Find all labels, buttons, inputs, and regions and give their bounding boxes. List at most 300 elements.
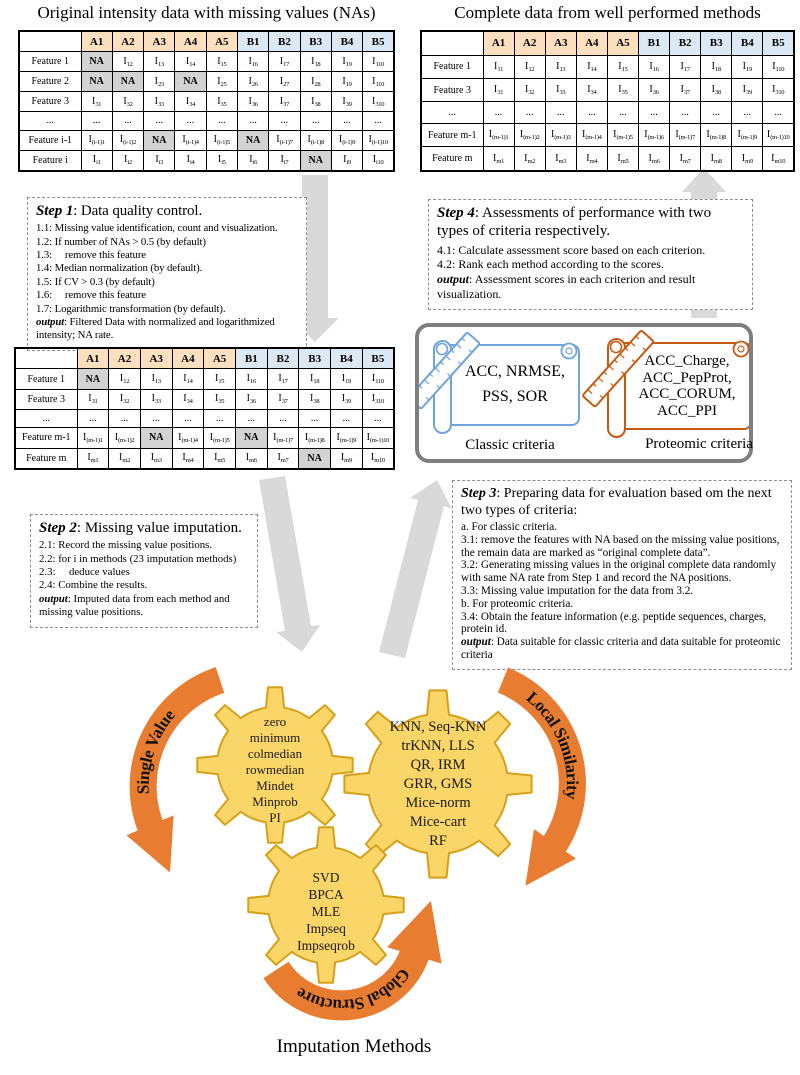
row-header: Feature m: [15, 448, 77, 469]
table-cell: ...: [607, 102, 638, 124]
method-name: Impseqrob: [297, 938, 355, 953]
column-header: A5: [607, 31, 638, 55]
method-name: Impseq: [306, 921, 346, 936]
table-cell: $I_{(m-1)7}$: [267, 428, 299, 448]
table-cell: $I_{19}$: [331, 369, 363, 389]
column-header: A4: [576, 31, 607, 55]
table-cell: $I_{31}$: [483, 79, 514, 102]
column-header: B4: [331, 31, 362, 52]
step4-box: [428, 199, 753, 310]
row-header: Feature m-1: [421, 123, 483, 146]
step4-title-prefix: Step 4: [437, 205, 475, 221]
table-cell: $I_{32}$: [514, 79, 545, 102]
method-name: zero: [263, 714, 287, 729]
table-cell: $I_{m3}$: [545, 147, 576, 171]
method-name: RF: [429, 833, 447, 849]
table-cell: $I_{12}$: [112, 52, 143, 72]
flow-arrow-filtered-to-methods: [259, 476, 320, 652]
column-header: B4: [331, 348, 363, 369]
table-cell: $I_{13}$: [144, 52, 175, 72]
step2-box: [30, 514, 258, 628]
table-cell: ...: [112, 112, 143, 130]
table-cell: $I_{38}$: [300, 92, 331, 112]
table-cell: $I_{15}$: [206, 52, 237, 72]
table-cell: $I_{110}$: [363, 52, 394, 72]
table-cell: $I_{32}$: [112, 92, 143, 112]
row-header: Feature i: [19, 150, 81, 171]
table-cell: $I_{(i-1)9}$: [331, 130, 362, 150]
step2-title: [39, 519, 249, 537]
table-cell: ...: [237, 112, 268, 130]
column-header: B5: [362, 348, 394, 369]
table-cell: $I_{38}$: [299, 389, 331, 409]
table-cell: $I_{13}$: [140, 369, 172, 389]
step1-title-text: : Data quality control.: [73, 203, 203, 219]
step1-lines: [36, 222, 298, 316]
column-header: [15, 348, 77, 369]
table-cell: $I_{(m-1)10}$: [763, 123, 794, 146]
table-cell: NA: [112, 72, 143, 92]
step-line: 2.3: deduce values: [39, 566, 130, 579]
table-cell: $I_{(i-1)7}$: [269, 130, 300, 150]
table-cell: $I_{(m-1)6}$: [638, 123, 669, 146]
column-header: B2: [269, 31, 300, 52]
column-header: A4: [172, 348, 204, 369]
column-header: A3: [140, 348, 172, 369]
table-cell: ...: [763, 102, 794, 124]
table-cell: $I_{m5}$: [204, 448, 236, 469]
table-cell: $I_{i6}$: [237, 150, 268, 171]
table-cell: $I_{310}$: [763, 79, 794, 102]
table-cell: ...: [81, 112, 112, 130]
table-cell: $I_{35}$: [204, 389, 236, 409]
imputation-methods-graphic: [0, 650, 800, 1075]
proteomic-criteria-line: ACC_PPI: [656, 402, 718, 419]
table-cell: $I_{11}$: [483, 55, 514, 78]
table-cell: $I_{(m-1)4}$: [576, 123, 607, 146]
table-cell: $I_{(m-1)8}$: [299, 428, 331, 448]
table-cell: $I_{i5}$: [206, 150, 237, 171]
table-cell: $I_{19}$: [732, 55, 763, 78]
table-cell: ...: [363, 112, 394, 130]
step-line: 1.7: Logarithmic transformation (by default).: [36, 302, 226, 315]
step-line: 4.1: Calculate assessment score based on each criterion.: [437, 242, 706, 257]
column-header: B3: [300, 31, 331, 52]
table-cell: $I_{18}$: [299, 369, 331, 389]
column-header: B4: [732, 31, 763, 55]
table-cell: $I_{35}$: [206, 92, 237, 112]
table-cell: ...: [204, 409, 236, 428]
table-cell: ...: [331, 409, 363, 428]
table-cell: NA: [140, 428, 172, 448]
table-cell: $I_{17}$: [267, 369, 299, 389]
table-cell: $I_{110}$: [362, 369, 394, 389]
table-cell: $I_{(i-1)5}$: [206, 130, 237, 150]
method-name: Minprob: [252, 794, 298, 809]
step3-lines: [461, 521, 783, 636]
table-cell: $I_{(i-1)1}$: [81, 130, 112, 150]
column-header: A5: [206, 31, 237, 52]
table-cell: $I_{37}$: [269, 92, 300, 112]
table-cell: ...: [267, 409, 299, 428]
table-cell: $I_{m6}$: [235, 448, 267, 469]
step2-output-label: output: [39, 592, 68, 605]
step-line: 1.1: Missing value identification, count and visualization.: [36, 222, 278, 235]
table-cell: ...: [77, 409, 109, 428]
step-line: 1.4: Median normalization (by default).: [36, 262, 203, 275]
table-cell: $I_{15}$: [607, 55, 638, 78]
step1-title: [36, 202, 298, 220]
table-cell: $I_{(m-1)2}$: [514, 123, 545, 146]
step-line: 3.3: Missing value imputation for the data from 3.2.: [461, 584, 694, 597]
table-cell: $I_{m1}$: [483, 147, 514, 171]
table-cell: $I_{(m-1)3}$: [545, 123, 576, 146]
table-cell: ...: [362, 409, 394, 428]
row-header: ...: [15, 409, 77, 428]
table-cell: $I_{(m-1)5}$: [204, 428, 236, 448]
single-value-label: Single Value: [133, 705, 179, 795]
row-header: ...: [19, 112, 81, 130]
step2-output-text: : Imputed data from each method and missing value positions.: [39, 592, 233, 619]
step2-output: [39, 593, 249, 620]
method-name: colmedian: [247, 746, 303, 761]
table-cell: NA: [237, 130, 268, 150]
original-data-table: [18, 30, 395, 172]
step-line: 4.2: Rank each method according to the scores.: [437, 257, 664, 272]
row-header: Feature 2: [19, 72, 81, 92]
table-cell: $I_{31}$: [77, 389, 109, 409]
column-header: B3: [299, 348, 331, 369]
method-name: Mice-cart: [409, 814, 467, 830]
row-header: Feature 1: [15, 369, 77, 389]
table-cell: $I_{17}$: [269, 52, 300, 72]
table-cell: $I_{(i-1)2}$: [112, 130, 143, 150]
classic-criteria-line: PSS, SOR: [482, 388, 548, 405]
table-cell: $I_{39}$: [331, 389, 363, 409]
table-cell: ...: [300, 112, 331, 130]
table-cell: NA: [300, 150, 331, 171]
step-line: b. For proteomic criteria.: [461, 597, 574, 610]
table-cell: ...: [299, 409, 331, 428]
table-cell: ...: [172, 409, 204, 428]
table-cell: $I_{37}$: [670, 79, 701, 102]
table-cell: $I_{110}$: [763, 55, 794, 78]
column-header: A2: [109, 348, 141, 369]
table-cell: $I_{m2}$: [514, 147, 545, 171]
method-name: PI: [269, 810, 281, 825]
step2-title-text: : Missing value imputation.: [76, 520, 242, 536]
table-cell: $I_{m1}$: [77, 448, 109, 469]
step3-title: [461, 485, 783, 519]
table-cell: $I_{(i-1)10}$: [363, 130, 394, 150]
table-cell: $I_{35}$: [607, 79, 638, 102]
step-line: a. For classic criteria.: [461, 521, 557, 534]
row-header: Feature 1: [19, 52, 81, 72]
column-header: A3: [144, 31, 175, 52]
table-cell: $I_{m3}$: [140, 448, 172, 469]
table-cell: $I_{19}$: [331, 52, 362, 72]
table-cell: ...: [670, 102, 701, 124]
proteomic-criteria-list: [627, 353, 747, 419]
column-header: B3: [701, 31, 732, 55]
column-header: A2: [112, 31, 143, 52]
table-cell: ...: [109, 409, 141, 428]
step3-title-prefix: Step 3: [461, 486, 497, 501]
table-cell: $I_{(m-1)9}$: [732, 123, 763, 146]
column-header: B1: [235, 348, 267, 369]
table-cell: $I_{310}$: [363, 92, 394, 112]
row-header: Feature i-1: [19, 130, 81, 150]
column-header: B5: [363, 31, 394, 52]
table-cell: $I_{36}$: [235, 389, 267, 409]
column-header: B2: [670, 31, 701, 55]
table-cell: $I_{12}$: [514, 55, 545, 78]
table-cell: $I_{18}$: [300, 52, 331, 72]
table-cell: $I_{15}$: [204, 369, 236, 389]
step-line: 3.1: remove the features with NA based on the missing value positions, the remain data are marked as “original complete data”.: [461, 533, 783, 559]
table-cell: ...: [144, 112, 175, 130]
step4-output-label: output: [437, 272, 470, 287]
table-cell: $I_{m7}$: [267, 448, 299, 469]
method-name: trKNN, LLS: [401, 738, 475, 754]
step-line: 1.3: remove this feature: [36, 249, 146, 262]
row-header: Feature m-1: [15, 428, 77, 448]
proteomic-criteria-line: ACC_PepProt,: [642, 369, 732, 386]
table-cell: ...: [483, 102, 514, 124]
row-header: Feature 3: [15, 389, 77, 409]
table-cell: $I_{34}$: [576, 79, 607, 102]
complete-data-table: [420, 30, 795, 172]
column-header: A3: [545, 31, 576, 55]
method-name: GRR, GMS: [403, 776, 473, 792]
table-cell: $I_{25}$: [206, 72, 237, 92]
row-header: Feature m: [421, 147, 483, 171]
table-cell: $I_{34}$: [175, 92, 206, 112]
step2-title-prefix: Step 2: [39, 520, 77, 536]
column-header: B5: [763, 31, 794, 55]
table-cell: $I_{36}$: [237, 92, 268, 112]
column-header: B1: [638, 31, 669, 55]
method-name: Mice-norm: [405, 795, 471, 811]
table-cell: $I_{i7}$: [269, 150, 300, 171]
table-cell: $I_{27}$: [269, 72, 300, 92]
table-cell: ...: [140, 409, 172, 428]
step-line: 1.2: If number of NAs > 0.5 (by default): [36, 235, 206, 248]
table-cell: NA: [175, 72, 206, 92]
table-cell: $I_{33}$: [140, 389, 172, 409]
table-cell: $I_{m10}$: [362, 448, 394, 469]
column-header: B1: [237, 31, 268, 52]
method-name: MLE: [311, 904, 341, 919]
step3-output-text: : Data suitable for classic criteria and data suitable for proteomic criteria: [461, 636, 784, 661]
data-table: [14, 347, 395, 470]
table-cell: $I_{37}$: [267, 389, 299, 409]
table-cell: $I_{m8}$: [701, 147, 732, 171]
proteomic-criteria-line: ACC_Charge,: [644, 353, 730, 369]
flow-arrow-methods-to-step3: [379, 480, 452, 658]
table-cell: $I_{(i-1)8}$: [300, 130, 331, 150]
table-cell: $I_{39}$: [331, 92, 362, 112]
table-cell: $I_{19}$: [331, 72, 362, 92]
table-cell: $I_{m5}$: [607, 147, 638, 171]
global-structure-label: Global Structure: [292, 964, 414, 1016]
table-cell: $I_{(m-1)2}$: [109, 428, 141, 448]
step-line: 1.5: If CV > 0.3 (by default): [36, 275, 155, 288]
table-cell: $I_{(m-1)1}$: [77, 428, 109, 448]
column-header: A1: [81, 31, 112, 52]
table-cell: $I_{34}$: [172, 389, 204, 409]
step1-output-text: : Filtered Data with normalized and logarithmized intensity; NA rate.: [36, 315, 278, 342]
step1-title-prefix: Step 1: [36, 203, 74, 219]
table-cell: NA: [299, 448, 331, 469]
table-cell: $I_{32}$: [109, 389, 141, 409]
table-cell: ...: [235, 409, 267, 428]
table-cell: $I_{16}$: [235, 369, 267, 389]
step4-output-text: : Assessment scores in each criterion and result visualization.: [437, 272, 699, 302]
table-cell: $I_{(m-1)5}$: [607, 123, 638, 146]
classic-criteria-line: ACC, NRMSE,: [464, 363, 566, 380]
imputation-methods-caption: Imputation Methods: [276, 1036, 432, 1057]
local-similarity-label: Local Similarity: [522, 687, 582, 801]
column-header: A1: [77, 348, 109, 369]
table-cell: $I_{m4}$: [576, 147, 607, 171]
step-line: 2.1: Record the missing value positions.: [39, 539, 213, 552]
table-cell: $I_{17}$: [670, 55, 701, 78]
data-table: [18, 30, 395, 172]
table-cell: NA: [144, 130, 175, 150]
table-cell: $I_{m7}$: [670, 147, 701, 171]
step4-title-text: : Assessments of performance with two types of criteria respectively.: [437, 205, 712, 240]
table-cell: $I_{(m-1)10}$: [362, 428, 394, 448]
table-cell: $I_{(m-1)7}$: [670, 123, 701, 146]
table-cell: ...: [638, 102, 669, 124]
classic-criteria-label: Classic criteria: [465, 437, 555, 453]
step4-output: [437, 272, 744, 302]
table-cell: $I_{110}$: [363, 72, 394, 92]
table-cell: $I_{16}$: [638, 55, 669, 78]
method-name: rowmedian: [245, 762, 305, 777]
table-cell: $I_{i10}$: [363, 150, 394, 171]
table-cell: ...: [269, 112, 300, 130]
table-cell: $I_{36}$: [638, 79, 669, 102]
table-cell: NA: [235, 428, 267, 448]
filtered-data-table: [14, 347, 395, 470]
method-name: SVD: [312, 870, 340, 885]
step1-output: [36, 316, 298, 343]
table-cell: $I_{m9}$: [331, 448, 363, 469]
column-header: A2: [514, 31, 545, 55]
table-cell: $I_{m9}$: [732, 147, 763, 171]
table-cell: ...: [206, 112, 237, 130]
table-cell: NA: [77, 369, 109, 389]
table-cell: $I_{i9}$: [331, 150, 362, 171]
method-name: BPCA: [308, 887, 344, 902]
row-header: Feature 1: [421, 55, 483, 78]
column-header: [19, 31, 81, 52]
step-line: 3.4: Obtain the feature information (e.g. peptide sequences, charges, protein id.: [461, 610, 769, 636]
table-cell: $I_{m2}$: [109, 448, 141, 469]
table-cell: $I_{(m-1)8}$: [701, 123, 732, 146]
table-cell: $I_{(m-1)4}$: [172, 428, 204, 448]
method-name: KNN, Seq-KNN: [389, 719, 487, 735]
table-cell: $I_{23}$: [144, 72, 175, 92]
table-cell: $I_{(m-1)1}$: [483, 123, 514, 146]
column-header: A5: [204, 348, 236, 369]
table-cell: ...: [701, 102, 732, 124]
column-header: [421, 31, 483, 55]
step1-output-label: output: [36, 315, 65, 328]
method-name: minimum: [249, 730, 301, 745]
table-cell: $I_{(m-1)9}$: [331, 428, 363, 448]
table-cell: $I_{18}$: [701, 55, 732, 78]
table-cell: $I_{12}$: [109, 369, 141, 389]
criteria-panel: [415, 323, 753, 463]
method-name: Mindet: [256, 778, 294, 793]
row-header: ...: [421, 102, 483, 124]
table-cell: $I_{14}$: [175, 52, 206, 72]
table-cell: $I_{m4}$: [172, 448, 204, 469]
row-header: Feature 3: [19, 92, 81, 112]
table-cell: ...: [576, 102, 607, 124]
table-cell: $I_{310}$: [362, 389, 394, 409]
table-cell: $I_{16}$: [237, 52, 268, 72]
step3-title-text: : Preparing data for evaluation based om the next two types of criteria:: [461, 486, 772, 519]
table-cell: $I_{i1}$: [81, 150, 112, 171]
data-table: [420, 30, 795, 172]
table-cell: ...: [331, 112, 362, 130]
step2-lines: [39, 539, 249, 593]
table-cell: $I_{14}$: [576, 55, 607, 78]
table-cell: ...: [732, 102, 763, 124]
proteomic-criteria-label: Proteomic criteria: [645, 436, 753, 452]
table-cell: $I_{26}$: [237, 72, 268, 92]
table-cell: $I_{m10}$: [763, 147, 794, 171]
proteomic-criteria-line: ACC_CORUM,: [638, 386, 736, 402]
step-line: 1.6: remove this feature: [36, 289, 146, 302]
step4-title: [437, 204, 744, 241]
step-line: 2.4: Combine the results.: [39, 579, 148, 592]
table-cell: $I_{14}$: [172, 369, 204, 389]
table-cell: $I_{28}$: [300, 72, 331, 92]
table-cell: $I_{38}$: [701, 79, 732, 102]
table-cell: $I_{m6}$: [638, 147, 669, 171]
step3-box: [452, 480, 792, 670]
single-value-methods: [246, 714, 305, 825]
step3-output-label: output: [461, 636, 491, 649]
table-cell: $I_{13}$: [545, 55, 576, 78]
complete-table-title: Complete data from well performed methods: [454, 3, 761, 22]
table-cell: $I_{39}$: [732, 79, 763, 102]
table-cell: NA: [81, 72, 112, 92]
step-line: 2.2: for i in methods (23 imputation methods): [39, 552, 237, 565]
column-header: B2: [267, 348, 299, 369]
table-cell: ...: [514, 102, 545, 124]
step1-box: [27, 197, 307, 351]
step4-lines: [437, 243, 744, 273]
column-header: A1: [483, 31, 514, 55]
classic-criteria-list: [451, 359, 579, 409]
step-line: 3.2: Generating missing values in the original complete data randomly with same NA rate from Step 1 and record the NA positions.: [461, 559, 779, 585]
table-cell: ...: [545, 102, 576, 124]
table-cell: $I_{i3}$: [144, 150, 175, 171]
table-cell: $I_{i2}$: [112, 150, 143, 171]
method-name: QR, IRM: [410, 757, 466, 773]
table-cell: $I_{(i-1)4}$: [175, 130, 206, 150]
table-cell: $I_{33}$: [144, 92, 175, 112]
table-cell: NA: [81, 52, 112, 72]
table-cell: ...: [175, 112, 206, 130]
table-cell: $I_{31}$: [81, 92, 112, 112]
